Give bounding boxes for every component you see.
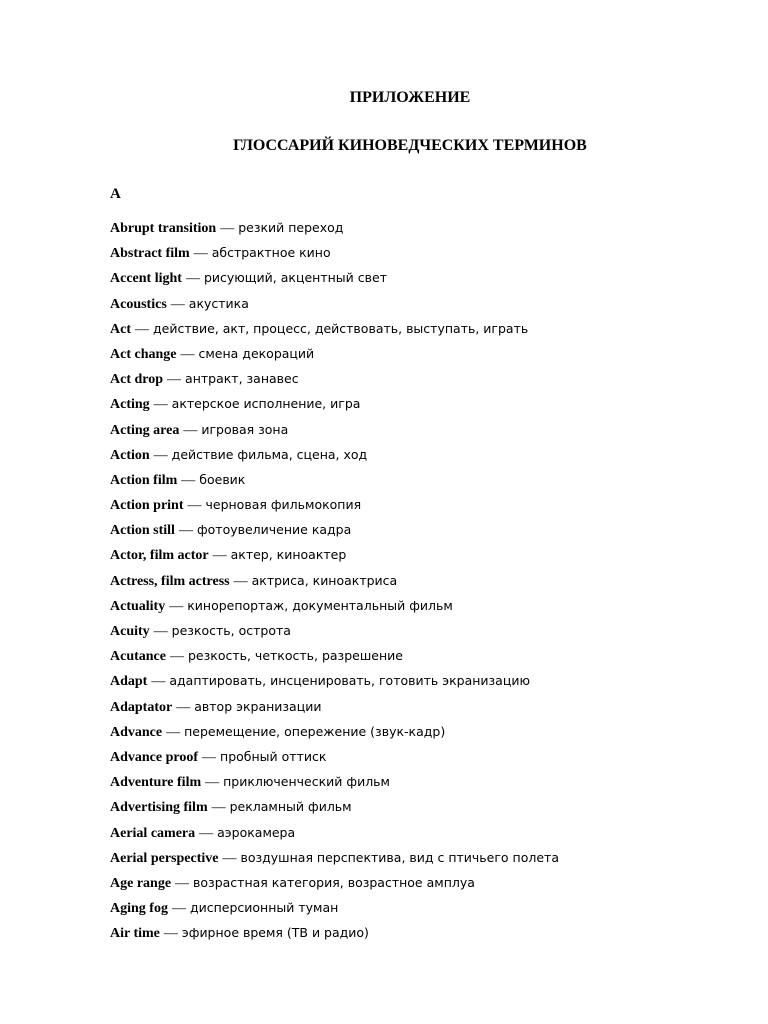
- glossary-entry: [110, 545, 730, 570]
- entry-term: Aging fog: [110, 901, 168, 917]
- entry-separator: —: [153, 624, 168, 639]
- entry-term: Acoustics: [110, 296, 167, 312]
- entry-separator: —: [220, 221, 235, 236]
- glossary-entry: [110, 873, 730, 898]
- entry-definition: актерское исполнение, игра: [171, 396, 361, 412]
- entry-separator: —: [153, 447, 168, 463]
- entry-term: Advance: [110, 724, 163, 740]
- glossary-entry: [110, 470, 730, 495]
- entry-separator: —: [178, 523, 193, 539]
- entry-term: Adapt: [110, 674, 148, 690]
- entry-definition: абстрактное кино: [211, 245, 331, 261]
- entry-separator: —: [167, 372, 182, 388]
- entry-term: Actuality: [110, 598, 166, 614]
- entry-term: Abstract film: [110, 246, 190, 262]
- entry-definition: боевик: [199, 471, 246, 487]
- entry-definition: фотоувеличение кадра: [196, 522, 352, 538]
- entry-term: Advance proof: [110, 749, 199, 765]
- entry-definition: смена декораций: [198, 345, 315, 361]
- entry-term: Action film: [110, 472, 178, 488]
- entry-definition: игровая зона: [201, 421, 289, 437]
- entry-separator: —: [199, 825, 214, 841]
- glossary-entry: [110, 747, 730, 772]
- entry-separator: —: [176, 699, 191, 715]
- entry-definition: воздушная перспектива, вид с птичьего полета: [240, 849, 559, 865]
- entry-definition: резкость, острота: [171, 623, 291, 638]
- entry-definition: актер, киноактер: [230, 547, 347, 563]
- entry-term: Acutance: [110, 649, 166, 665]
- glossary-entry: [110, 621, 730, 646]
- glossary-entry: [110, 268, 730, 293]
- entry-separator: —: [205, 775, 220, 791]
- glossary-list: [110, 218, 730, 948]
- entry-separator: —: [175, 875, 190, 891]
- entry-term: Age range: [110, 875, 172, 891]
- entry-separator: —: [151, 674, 166, 690]
- entry-definition: действие фильма, сцена, ход: [171, 446, 368, 462]
- glossary-entry: [110, 772, 730, 797]
- entry-definition: действие, акт, процесс, действовать, выступать, играть: [153, 320, 529, 336]
- entry-term: Accent light: [110, 271, 182, 287]
- entry-separator: —: [170, 296, 185, 312]
- entry-separator: —: [185, 271, 200, 287]
- entry-separator: —: [212, 548, 227, 564]
- entry-separator: —: [153, 397, 168, 413]
- glossary-entry: [110, 243, 730, 268]
- entry-definition: пробный оттиск: [220, 748, 327, 764]
- entry-definition: антракт, занавес: [185, 371, 299, 387]
- entry-term: Act drop: [110, 372, 164, 388]
- glossary-entry: [110, 848, 730, 873]
- entry-definition: черновая фильмокопия: [205, 497, 362, 513]
- entry-term: Actor, film actor: [110, 548, 209, 564]
- entry-term: Act change: [110, 346, 177, 362]
- entry-separator: —: [163, 926, 178, 942]
- entry-separator: —: [193, 246, 208, 262]
- entry-definition: рекламный фильм: [229, 799, 352, 815]
- appendix-title: ПРИЛОЖЕНИЕ: [349, 89, 471, 106]
- entry-term: Advertising film: [110, 800, 208, 816]
- glossary-entry: [110, 294, 730, 319]
- entry-separator: —: [166, 724, 181, 740]
- glossary-entry: [110, 898, 730, 923]
- glossary-title: ГЛОССАРИЙ КИНОВЕДЧЕСКИХ ТЕРМИНОВ: [233, 137, 587, 154]
- entry-term: Adventure film: [110, 775, 202, 791]
- entry-term: Adaptator: [110, 699, 173, 715]
- entry-term: Actress, film actress: [110, 573, 230, 589]
- entry-definition: аэрокамера: [217, 824, 296, 840]
- entry-term: Aerial perspective: [110, 850, 219, 866]
- entry-definition: акустика: [188, 295, 249, 311]
- glossary-entry: [110, 394, 730, 419]
- glossary-entry: [110, 797, 730, 822]
- glossary-entry: [110, 823, 730, 848]
- entry-term: Abrupt transition: [110, 221, 217, 236]
- glossary-entry: [110, 369, 730, 394]
- glossary-entry: [110, 319, 730, 344]
- entry-term: Action print: [110, 498, 184, 514]
- entry-separator: —: [169, 598, 184, 614]
- glossary-entry: [110, 646, 730, 671]
- entry-term: Aerial camera: [110, 825, 196, 841]
- glossary-entry: [110, 722, 730, 747]
- entry-definition: дисперсионный туман: [189, 900, 339, 916]
- entry-separator: —: [187, 498, 202, 514]
- entry-separator: —: [211, 800, 226, 816]
- entry-separator: —: [171, 901, 186, 917]
- entry-definition: перемещение, опережение (звук-кадр): [184, 723, 446, 739]
- entry-term: Air time: [110, 926, 160, 942]
- glossary-entry: [110, 445, 730, 470]
- entry-term: Act: [110, 321, 131, 337]
- entry-separator: —: [222, 850, 237, 866]
- entry-separator: —: [181, 472, 196, 488]
- entry-term: Acting area: [110, 422, 180, 438]
- entry-definition: возрастная категория, возрастное амплуа: [193, 874, 475, 890]
- entry-definition: актриса, киноактриса: [251, 572, 398, 588]
- entry-term: Action still: [110, 523, 175, 539]
- entry-separator: —: [180, 346, 195, 362]
- entry-definition: адаптировать, инсценировать, готовить экранизацию: [169, 673, 530, 689]
- entry-definition: приключенческий фильм: [223, 774, 390, 790]
- entry-separator: —: [233, 573, 248, 589]
- entry-definition: резкость, четкость, разрешение: [188, 648, 403, 664]
- entry-separator: —: [170, 649, 184, 665]
- entry-separator: —: [202, 749, 217, 765]
- glossary-entry: [110, 495, 730, 520]
- glossary-entry: [110, 344, 730, 369]
- glossary-entry: [110, 520, 730, 545]
- section-letter: A: [110, 186, 121, 202]
- glossary-entry: [110, 218, 730, 243]
- glossary-entry: [110, 420, 730, 445]
- glossary-entry: [110, 923, 730, 948]
- glossary-entry: [110, 697, 730, 722]
- entry-definition: эфирное время (ТВ и радио): [181, 925, 369, 941]
- entry-term: Action: [110, 447, 150, 463]
- glossary-entry: [110, 571, 730, 596]
- glossary-entry: [110, 671, 730, 696]
- entry-definition: кинорепортаж, документальный фильм: [187, 597, 453, 613]
- entry-term: Acting: [110, 397, 150, 413]
- entry-separator: —: [183, 422, 198, 438]
- entry-definition: автор экранизации: [194, 698, 322, 714]
- glossary-entry: [110, 596, 730, 621]
- entry-definition: рисующий, акцентный свет: [203, 270, 387, 286]
- entry-separator: —: [135, 321, 149, 337]
- entry-definition: резкий переход: [238, 220, 344, 235]
- entry-term: Acuity: [110, 624, 150, 639]
